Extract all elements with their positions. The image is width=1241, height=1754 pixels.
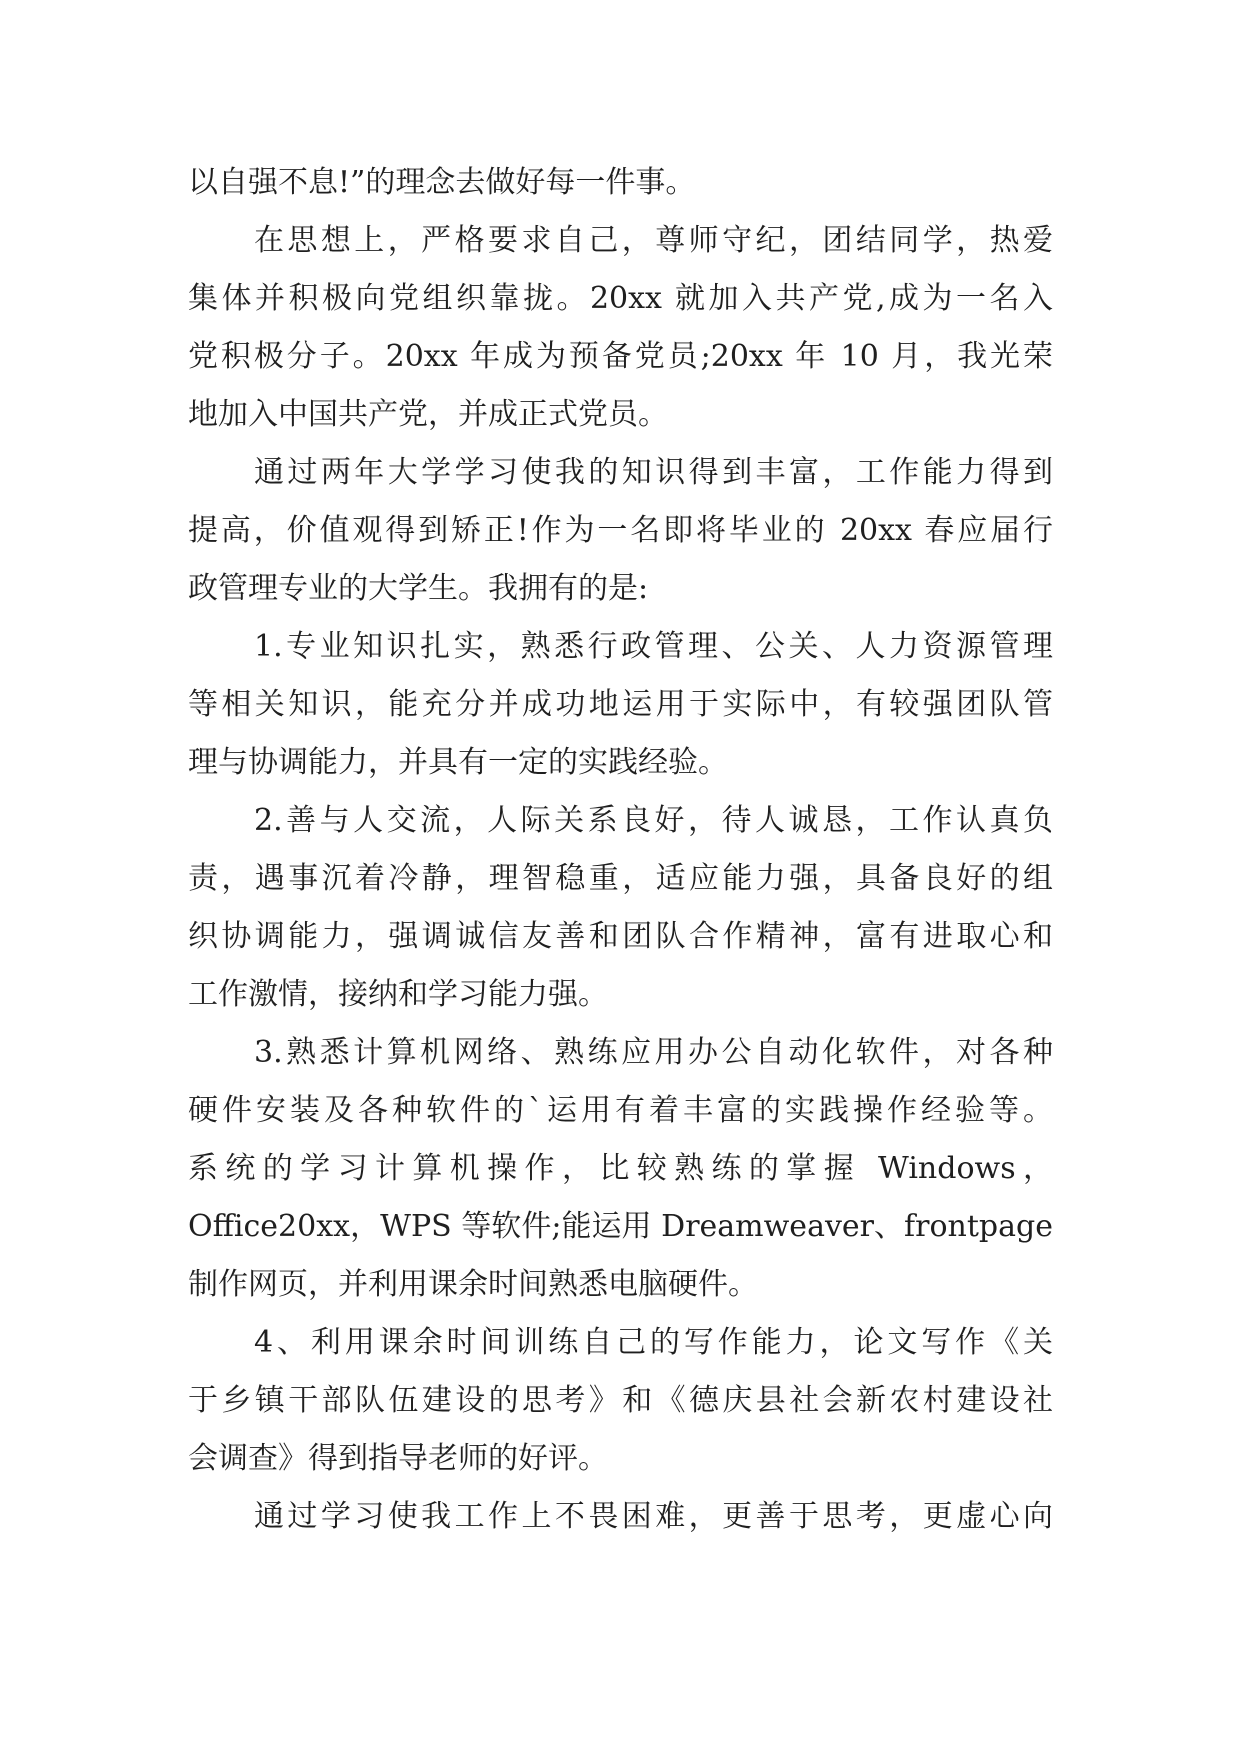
text-line: 工作激情，接纳和学习能力强。 bbox=[188, 977, 608, 1012]
text-line: 通过两年大学学习使我的知识得到丰富，工作能力得到 bbox=[254, 455, 1053, 490]
text-line: 4、利用课余时间训练自己的写作能力，论文写作《关 bbox=[254, 1325, 1053, 1360]
body-text bbox=[188, 154, 1053, 1546]
text-line: 以自强不息!”的理念去做好每一件事。 bbox=[188, 165, 696, 200]
text-line: 等相关知识，能充分并成功地运用于实际中，有较强团队管 bbox=[188, 687, 1053, 722]
text-line: 系统的学习计算机操作，比较熟练的掌握 Windows， bbox=[188, 1151, 1053, 1186]
text-line: 3.熟悉计算机网络、熟练应用办公自动化软件，对各种 bbox=[254, 1035, 1053, 1070]
text-line: 政管理专业的大学生。我拥有的是: bbox=[188, 571, 649, 606]
text-line: 1.专业知识扎实，熟悉行政管理、公关、人力资源管理 bbox=[254, 629, 1053, 664]
text-line: 通过学习使我工作上不畏困难，更善于思考，更虚心向 bbox=[254, 1499, 1053, 1534]
text-line: 党积极分子。20xx 年成为预备党员;20xx 年 10 月，我光荣 bbox=[188, 339, 1053, 374]
text-line: 会调查》得到指导老师的好评。 bbox=[188, 1441, 608, 1476]
text-line: 理与协调能力，并具有一定的实践经验。 bbox=[188, 745, 728, 780]
text-line: 在思想上，严格要求自己，尊师守纪，团结同学，热爱 bbox=[254, 223, 1053, 258]
text-line: 集体并积极向党组织靠拢。20xx 就加入共产党,成为一名入 bbox=[188, 281, 1053, 316]
text-line: Office20xx，WPS 等软件;能运用 Dreamweaver、frontpage bbox=[188, 1209, 1053, 1244]
text-line: 硬件安装及各种软件的`运用有着丰富的实践操作经验等。 bbox=[188, 1093, 1053, 1128]
text-line: 制作网页，并利用课余时间熟悉电脑硬件。 bbox=[188, 1267, 758, 1302]
text-line: 2.善与人交流，人际关系良好，待人诚恳，工作认真负 bbox=[254, 803, 1053, 838]
text-line: 地加入中国共产党，并成正式党员。 bbox=[188, 397, 668, 432]
text-line: 责，遇事沉着冷静，理智稳重，适应能力强，具备良好的组 bbox=[188, 861, 1053, 896]
text-line: 提高，价值观得到矫正!作为一名即将毕业的 20xx 春应届行 bbox=[188, 513, 1053, 548]
text-line: 于乡镇干部队伍建设的思考》和《德庆县社会新农村建设社 bbox=[188, 1383, 1053, 1418]
text-line: 织协调能力，强调诚信友善和团队合作精神，富有进取心和 bbox=[188, 919, 1053, 954]
